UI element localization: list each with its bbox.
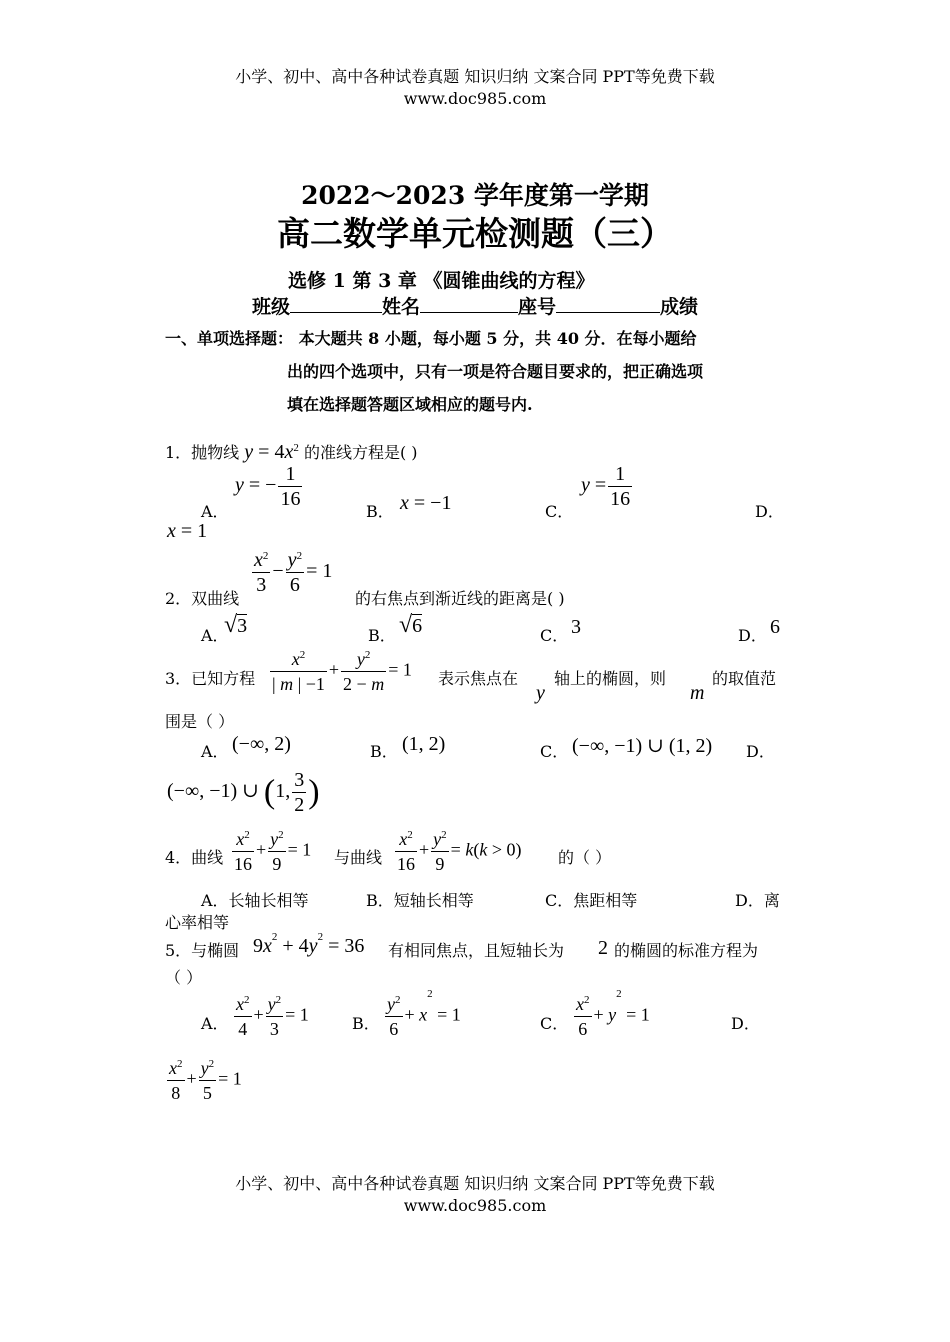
- class-label: 班级: [252, 296, 291, 318]
- footer-url: www.doc985.com: [403, 1196, 547, 1215]
- q2-equation: $\frac{x^2}{3}$ − $\frac{y^2}{6}$ = 1: [254, 549, 333, 596]
- q5-short-axis: 2: [598, 937, 608, 959]
- q5-option-d-label: D．: [731, 1014, 760, 1033]
- q3-mid2: 轴上的椭圆，则: [554, 669, 667, 688]
- class-field[interactable]: [290, 294, 382, 313]
- q2-option-d[interactable]: 6: [770, 616, 780, 638]
- q2-option-a-label: A．: [201, 626, 229, 645]
- q3-equation: $\frac{x^2}{| m | -1}$ + $\frac{y^2}{2 - m}$ = 1: [272, 649, 412, 694]
- q4-equation1: $\frac{x^2}{16}$ + $\frac{y^2}{9}$ = 1: [234, 829, 312, 874]
- q4-mid: 与曲线: [334, 848, 383, 867]
- seat-field[interactable]: [556, 294, 660, 313]
- q3-option-c[interactable]: (−∞, −1) ∪ (1, 2): [572, 735, 713, 757]
- page-footer: [0, 1173, 950, 1217]
- q5-option-c-label: C．: [540, 1014, 569, 1033]
- exam-year-title: 2022～2023 学年度第一学期: [301, 181, 649, 210]
- q3-number: 3．已知方程: [165, 669, 256, 688]
- q2-option-c[interactable]: 3: [571, 616, 581, 638]
- header-url: www.doc985.com: [403, 89, 547, 108]
- exam-main-title: 高二数学单元检测题（三）: [277, 214, 673, 253]
- q2-option-c-label: C．: [540, 626, 569, 645]
- q2-number: 2．双曲线: [165, 589, 240, 608]
- q4-option-d[interactable]: D．离: [735, 891, 780, 910]
- q1-equation: $y = 4x^2$: [244, 441, 299, 463]
- q5-line2: （ ）: [165, 968, 203, 987]
- q1-tail: 的准线方程是( ): [303, 443, 418, 462]
- q2-option-d-label: D．: [738, 626, 767, 645]
- q5-tail: 的椭圆的标准方程为: [614, 941, 759, 960]
- q3-line2: 围是（ ）: [165, 712, 235, 731]
- section1-heading: 一、单项选择题： 本大题共 8 小题，每小题 5 分，共 40 分．在每小题给: [165, 329, 697, 348]
- chapter-title: 选修 1 第 3 章 《圆锥曲线的方程》: [288, 270, 595, 292]
- q3-option-b-label: B．: [370, 742, 398, 761]
- q1-option-c-label: C．: [545, 502, 574, 521]
- q2-option-b[interactable]: √6: [399, 612, 423, 638]
- q4-option-c[interactable]: C．焦距相等: [545, 891, 638, 910]
- section1-line2: 出的四个选项中，只有一项是符合题目要求的，把正确选项: [287, 362, 704, 381]
- q5-number: 5．与椭圆: [165, 941, 240, 960]
- q3-param-var: m: [690, 682, 705, 704]
- name-label: 姓名: [382, 296, 421, 318]
- q4-option-a[interactable]: A．长轴长相等: [201, 891, 309, 910]
- q5-option-d[interactable]: $\frac{x^2}{8}$ + $\frac{y^2}{5}$ = 1: [169, 1058, 242, 1103]
- q3-option-c-label: C．: [540, 742, 569, 761]
- q1-option-b[interactable]: x = −1: [400, 492, 452, 514]
- q4-option-b[interactable]: B．短轴长相等: [366, 891, 474, 910]
- q3-mid1: 表示焦点在: [438, 669, 519, 688]
- q4-tail: 的（ ）: [558, 848, 612, 867]
- q1-option-a[interactable]: y = − $\frac{1}{16}$: [235, 463, 301, 510]
- q5-mid: 有相同焦点，且短轴长为: [388, 941, 565, 960]
- q2-tail: 的右焦点到渐近线的距离是( ): [355, 589, 565, 608]
- q4-number: 4．曲线: [165, 848, 224, 867]
- q1-number: 1．抛物线: [165, 443, 240, 462]
- q1-option-b-label: B．: [366, 502, 394, 521]
- q5-option-a-label: A．: [201, 1014, 229, 1033]
- q4-equation2: $\frac{x^2}{16}$ + $\frac{y^2}{9}$ = k(k > 0): [397, 829, 522, 874]
- q5-option-a[interactable]: $\frac{x^2}{4}$ + $\frac{y^2}{3}$ = 1: [236, 994, 309, 1039]
- q5-option-b[interactable]: $\frac{y^2}{6}$ + $x^2 = 1$: [387, 988, 461, 1039]
- q3-option-a[interactable]: (−∞, 2): [232, 733, 291, 755]
- q4-option-d-wrap: 心率相等: [165, 913, 230, 932]
- score-label: 成绩: [660, 296, 699, 318]
- q3-option-d-label: D．: [746, 742, 775, 761]
- header-line1: 小学、初中、高中各种试卷真题 知识归纳 文案合同 PPT等免费下载: [235, 67, 715, 86]
- q3-option-d[interactable]: (−∞, −1) ∪ (1, $\frac{3}{2}$ ): [167, 769, 320, 816]
- name-field[interactable]: [420, 294, 518, 313]
- q3-tail: 的取值范: [712, 669, 777, 688]
- q1-option-d-label: D．: [755, 502, 784, 521]
- seat-label: 座号: [518, 296, 557, 318]
- q1-option-d[interactable]: x = 1: [167, 520, 208, 542]
- q3-axis-var: y: [536, 682, 545, 704]
- q3-option-a-label: A．: [201, 742, 229, 761]
- q5-option-b-label: B．: [352, 1014, 380, 1033]
- q1-option-a-label: A．: [201, 502, 229, 521]
- section1-line3: 填在选择题答题区域相应的题号内.: [287, 395, 533, 414]
- q1-option-c[interactable]: y = $\frac{1}{16}$: [581, 463, 631, 510]
- q5-equation: $9x^2 + 4y^2 = 36$: [253, 931, 365, 957]
- q5-option-c[interactable]: $\frac{x^2}{6}$ + $y^2 = 1$: [576, 988, 650, 1039]
- q2-option-a[interactable]: √3: [224, 612, 248, 638]
- page-header: [0, 66, 950, 110]
- q2-option-b-label: B．: [368, 626, 396, 645]
- student-info-row: [252, 292, 698, 319]
- q3-option-b[interactable]: (1, 2): [402, 733, 446, 755]
- footer-line1: 小学、初中、高中各种试卷真题 知识归纳 文案合同 PPT等免费下载: [235, 1174, 715, 1193]
